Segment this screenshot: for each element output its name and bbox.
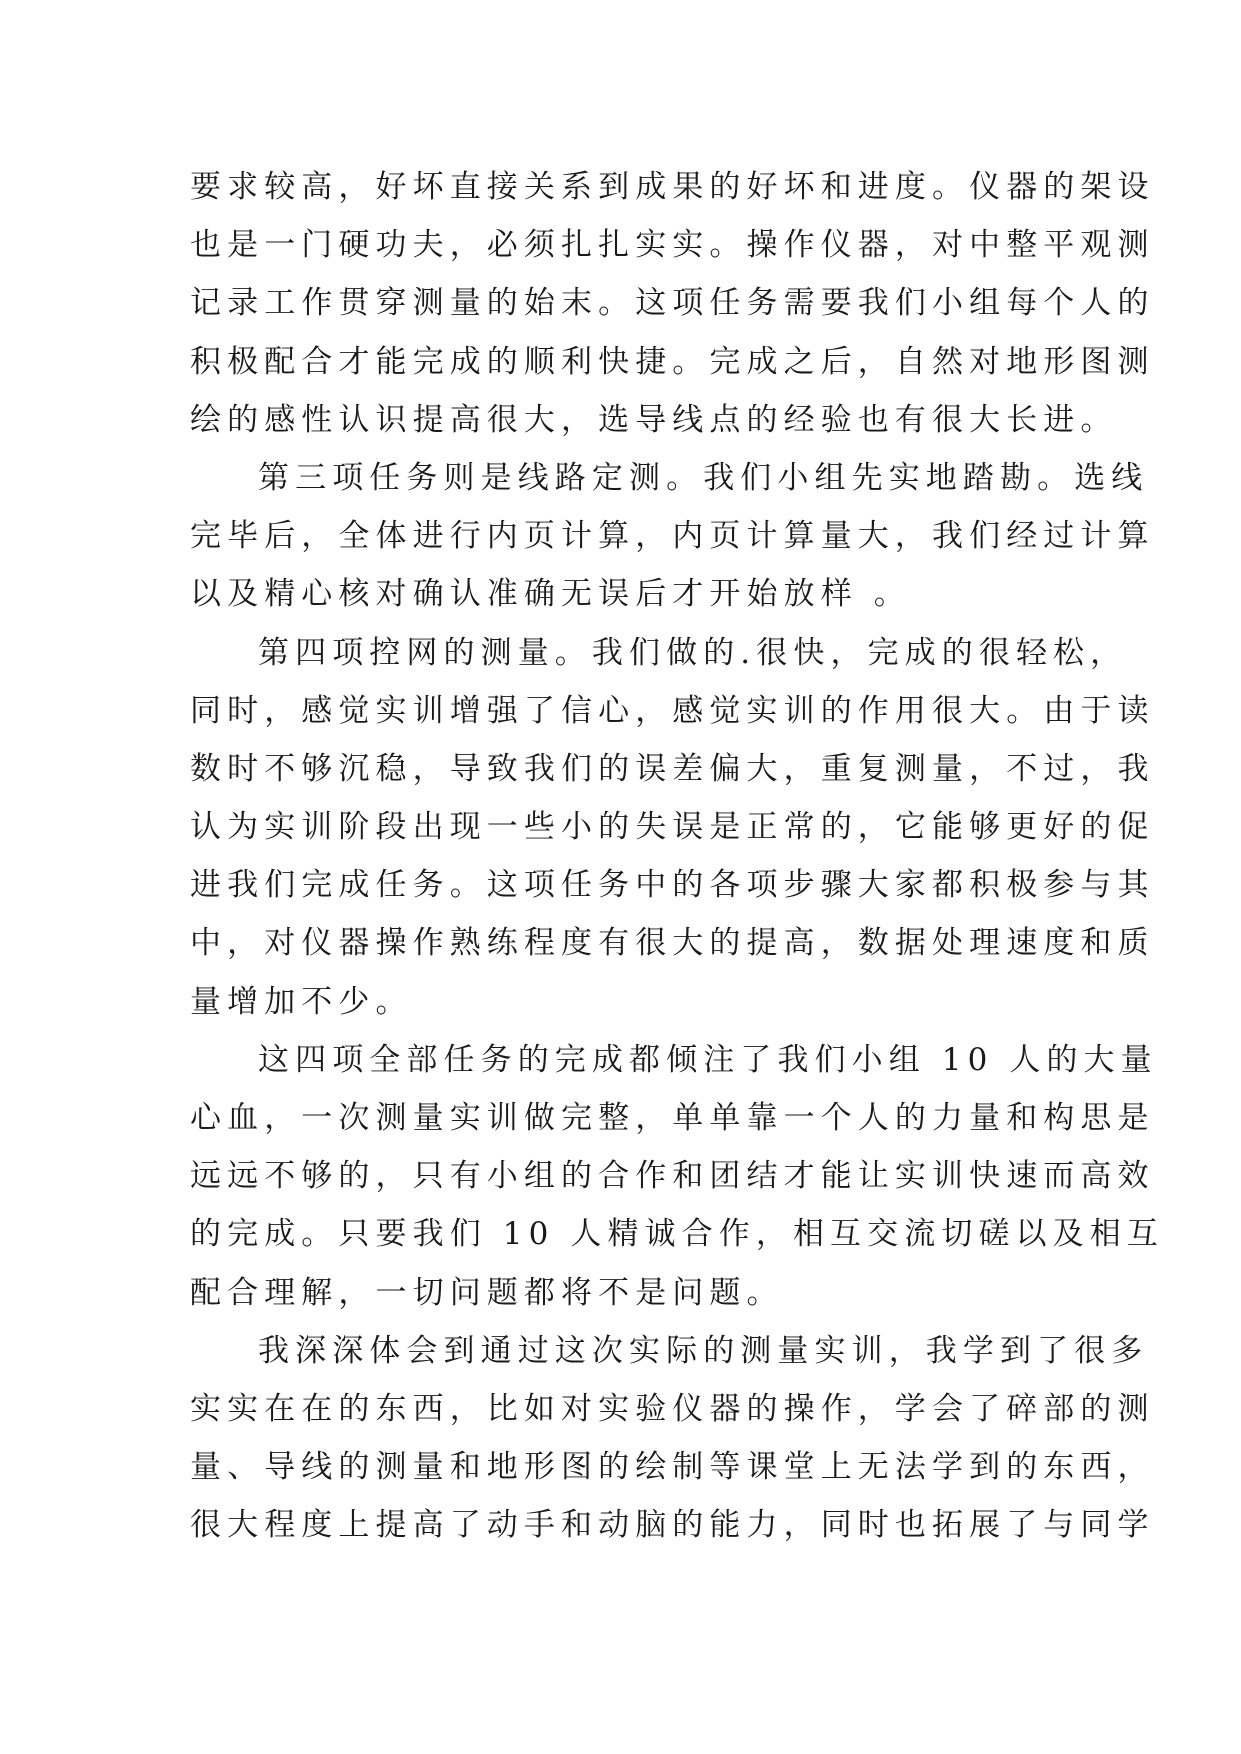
body-text — [190, 158, 1164, 1555]
text-line: 同时，感觉实训增强了信心，感觉实训的作用很大。由于读 — [190, 692, 1155, 729]
text-line: 心血，一次测量实训做完整，单单靠一个人的力量和构思是 — [190, 1100, 1155, 1136]
text-line: 绘的感性认识提高很大，选导线点的经验也有很大长进。 — [190, 401, 1118, 438]
text-line: 也是一门硬功夫，必须扎扎实实。操作仪器，对中整平观测 — [190, 227, 1155, 264]
paragraph-first-line: 我深深体会到通过这次实际的测量实训，我学到了很多 — [258, 1332, 1149, 1369]
paragraph-first-line: 第三项任务则是线路定测。我们小组先实地踏勘。选线 — [258, 459, 1149, 496]
text-line: 很大程度上提高了动手和动脑的能力，同时也拓展了与同学 — [190, 1507, 1155, 1544]
text-line: 远远不够的，只有小组的合作和团结才能让实训快速而高效 — [190, 1158, 1155, 1195]
text-line: 要求较高，好坏直接关系到成果的好坏和进度。仪器的架设 — [190, 169, 1155, 205]
paragraph-first-line: 第四项控网的测量。我们做的.很快，完成的很轻松， — [258, 634, 1128, 671]
text-line: 认为实训阶段出现一些小的失误是正常的，它能够更好的促 — [190, 809, 1155, 846]
text-line: 的完成。只要我们 10 人精诚合作，相互交流切磋以及相互 — [190, 1216, 1164, 1253]
text-line: 完毕后，全体进行内页计算，内页计算量大，我们经过计算 — [190, 518, 1155, 555]
text-line: 数时不够沉稳，导致我们的误差偏大，重复测量，不过，我 — [190, 750, 1155, 787]
text-line: 积极配合才能完成的顺利快捷。完成之后，自然对地形图测 — [190, 343, 1155, 380]
text-line: 中，对仪器操作熟练程度有很大的提高，数据处理速度和质 — [190, 925, 1155, 962]
text-line: 量增加不少。 — [190, 983, 413, 1020]
paragraph-first-line: 这四项全部任务的完成都倾注了我们小组 10 人的大量 — [258, 1041, 1158, 1078]
text-line: 以及精心核对确认准确无误后才开始放样 。 — [190, 576, 911, 613]
text-line: 配合理解，一切问题都将不是问题。 — [190, 1274, 784, 1311]
text-line: 记录工作贯穿测量的始末。这项任务需要我们小组每个人的 — [190, 285, 1155, 322]
text-line: 实实在在的东西，比如对实验仪器的操作，学会了碎部的测 — [190, 1390, 1155, 1427]
text-line: 进我们完成任务。这项任务中的各项步骤大家都积极参与其 — [190, 867, 1155, 904]
text-line: 量、导线的测量和地形图的绘制等课堂上无法学到的东西， — [190, 1449, 1155, 1486]
